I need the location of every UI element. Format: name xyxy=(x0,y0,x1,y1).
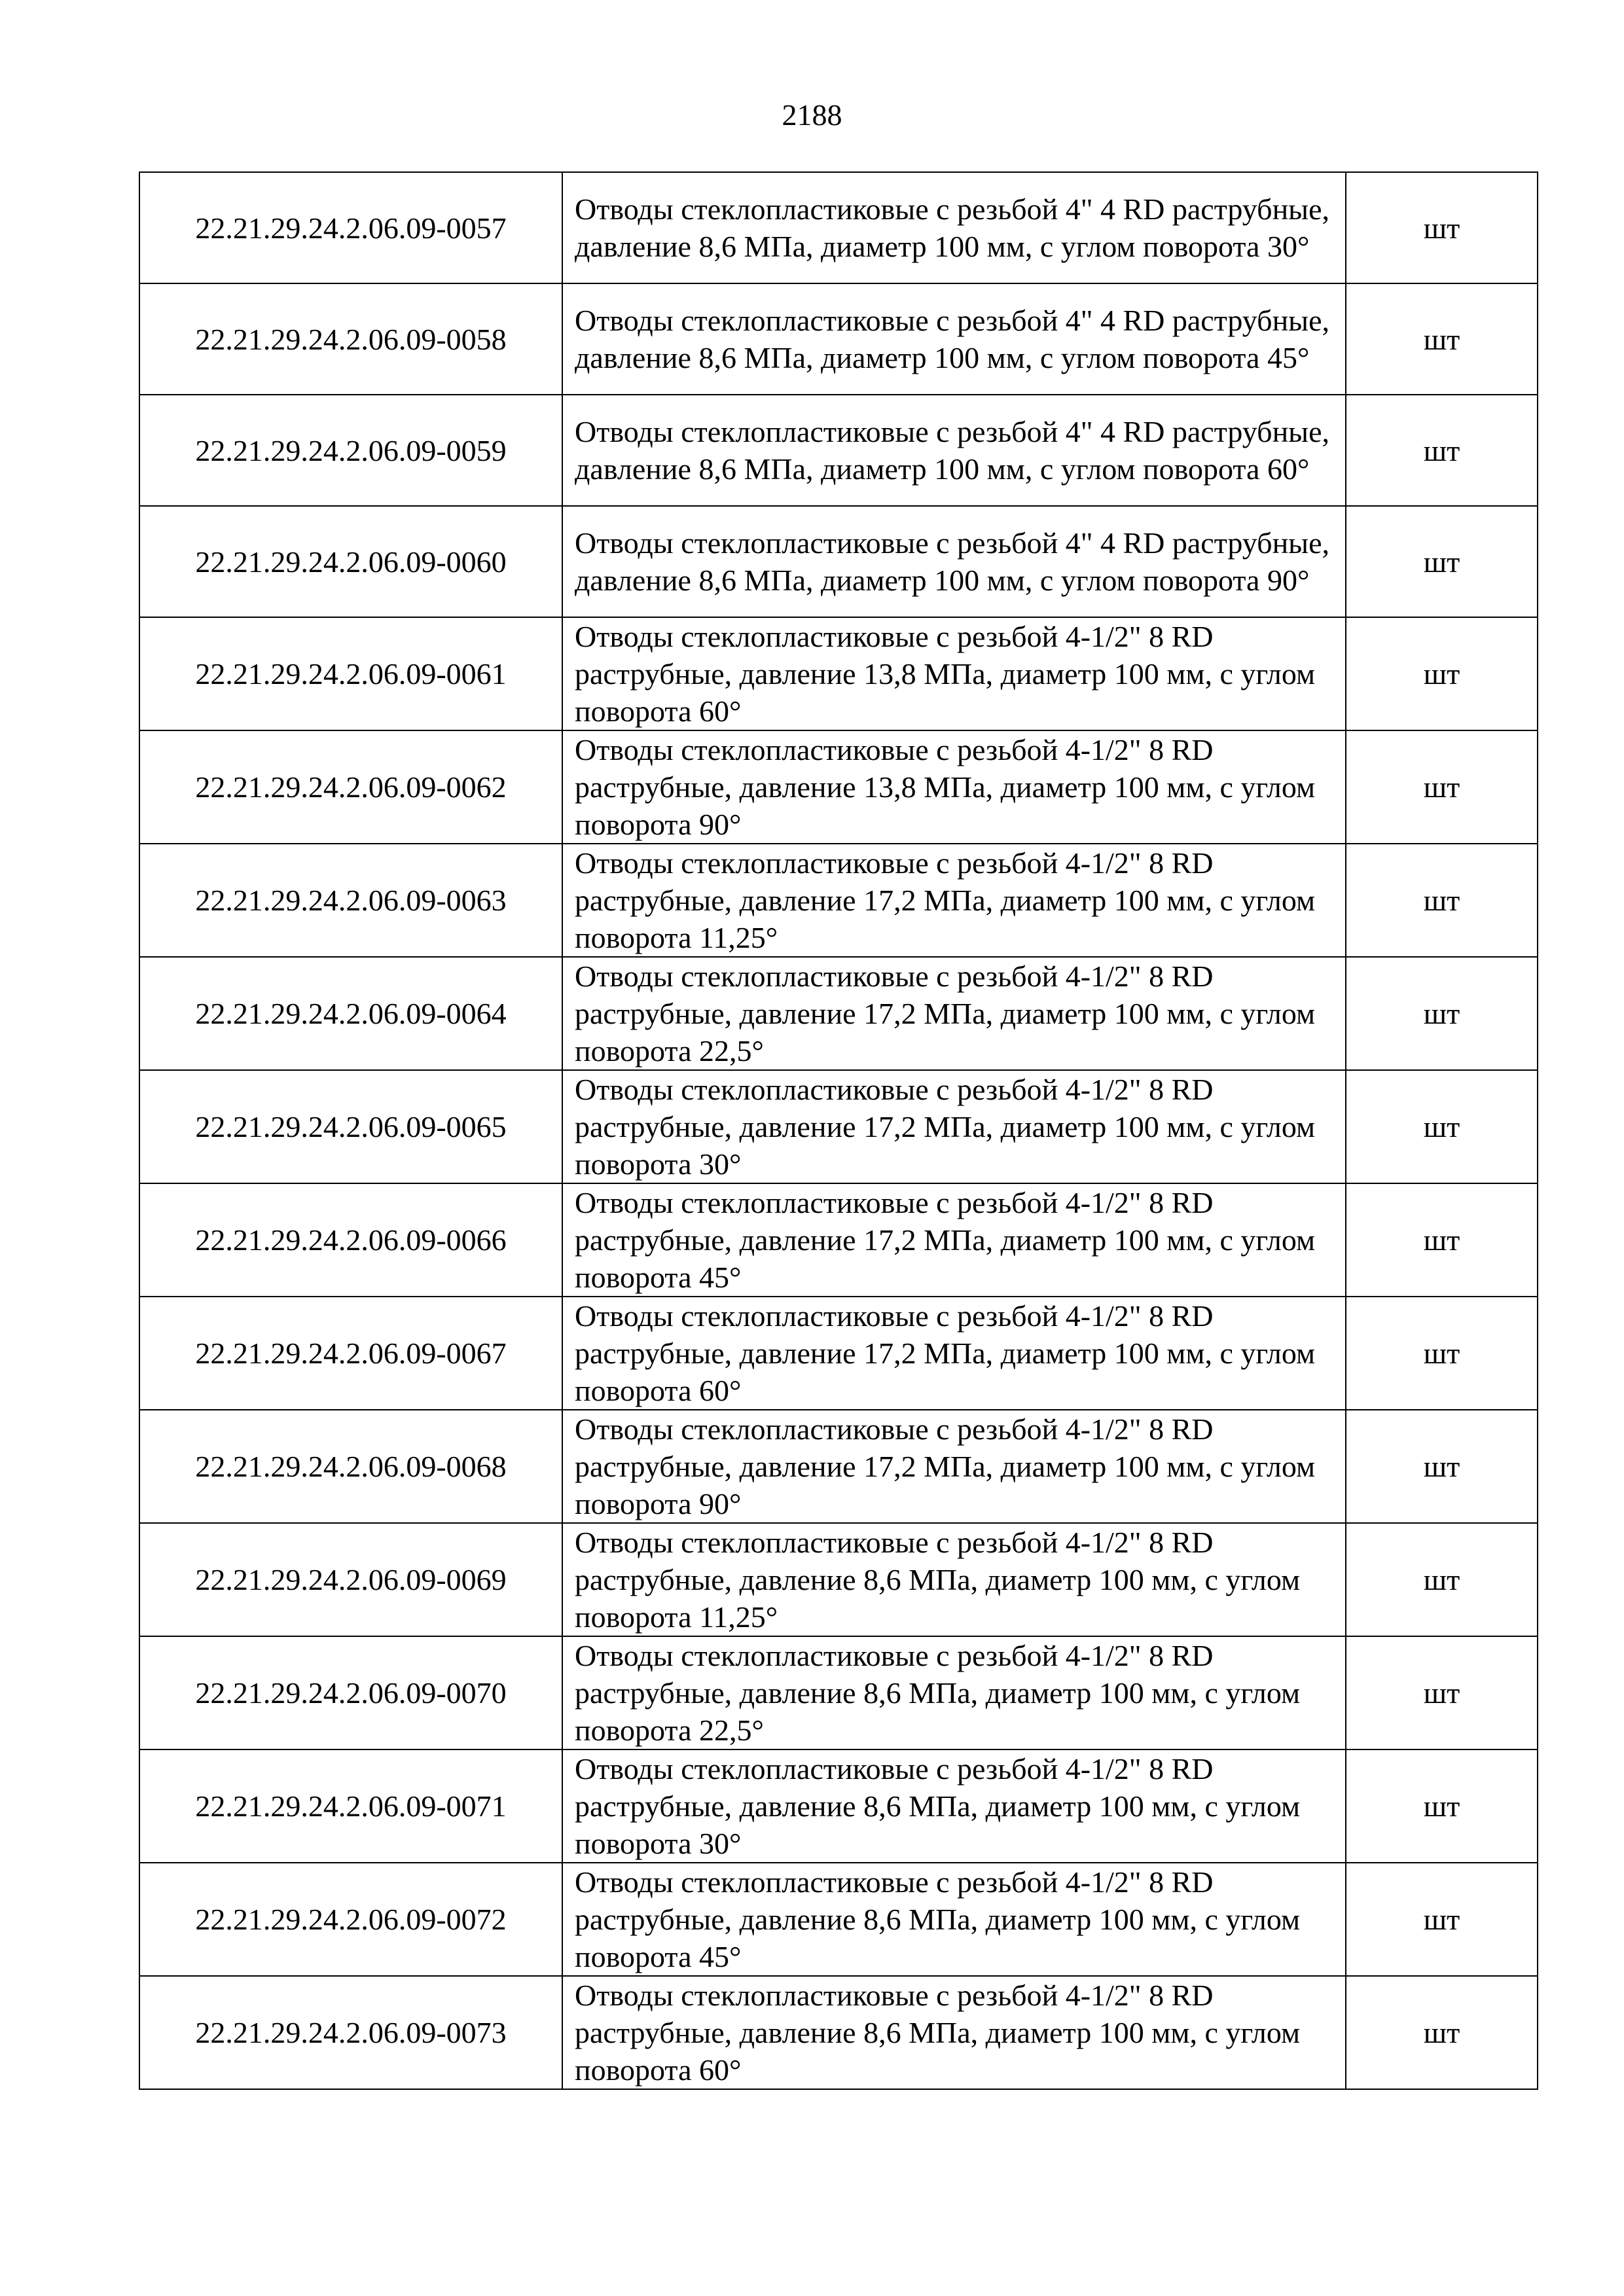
row-code: 22.21.29.24.2.06.09-0070 xyxy=(139,1636,562,1749)
row-code: 22.21.29.24.2.06.09-0065 xyxy=(139,1070,562,1183)
row-name: Отводы стеклопластиковые с резьбой 4-1/2" 8 RD раструбные, давление 8,6 МПа, диаметр 100 мм, с углом поворота 45° xyxy=(562,1863,1346,1976)
row-name: Отводы стеклопластиковые с резьбой 4" 4 RD раструбные, давление 8,6 МПа, диаметр 100 мм, с углом поворота 60° xyxy=(562,395,1346,506)
row-code: 22.21.29.24.2.06.09-0060 xyxy=(139,506,562,617)
table-row xyxy=(139,1976,1538,2089)
table-row xyxy=(139,506,1538,617)
row-unit: шт xyxy=(1346,1863,1538,1976)
table-row xyxy=(139,1070,1538,1183)
row-name: Отводы стеклопластиковые с резьбой 4" 4 RD раструбные, давление 8,6 МПа, диаметр 100 мм, с углом поворота 30° xyxy=(562,172,1346,283)
row-unit: шт xyxy=(1346,1976,1538,2089)
row-code: 22.21.29.24.2.06.09-0066 xyxy=(139,1183,562,1297)
row-name: Отводы стеклопластиковые с резьбой 4-1/2" 8 RD раструбные, давление 8,6 МПа, диаметр 100 мм, с углом поворота 60° xyxy=(562,1976,1346,2089)
row-code: 22.21.29.24.2.06.09-0061 xyxy=(139,617,562,730)
row-code: 22.21.29.24.2.06.09-0068 xyxy=(139,1410,562,1523)
row-unit: шт xyxy=(1346,1183,1538,1297)
table-row xyxy=(139,1523,1538,1636)
row-code: 22.21.29.24.2.06.09-0071 xyxy=(139,1749,562,1863)
row-unit: шт xyxy=(1346,844,1538,957)
table-row xyxy=(139,283,1538,395)
table-row xyxy=(139,1749,1538,1863)
row-name: Отводы стеклопластиковые с резьбой 4" 4 RD раструбные, давление 8,6 МПа, диаметр 100 мм, с углом поворота 45° xyxy=(562,283,1346,395)
row-unit: шт xyxy=(1346,1523,1538,1636)
row-name: Отводы стеклопластиковые с резьбой 4-1/2" 8 RD раструбные, давление 17,2 МПа, диаметр 100 мм, с углом поворота 11,25° xyxy=(562,844,1346,957)
table-row xyxy=(139,730,1538,844)
row-name: Отводы стеклопластиковые с резьбой 4-1/2" 8 RD раструбные, давление 8,6 МПа, диаметр 100 мм, с углом поворота 30° xyxy=(562,1749,1346,1863)
row-name: Отводы стеклопластиковые с резьбой 4-1/2" 8 RD раструбные, давление 8,6 МПа, диаметр 100 мм, с углом поворота 11,25° xyxy=(562,1523,1346,1636)
row-unit: шт xyxy=(1346,957,1538,1070)
row-unit: шт xyxy=(1346,617,1538,730)
row-code: 22.21.29.24.2.06.09-0064 xyxy=(139,957,562,1070)
row-unit: шт xyxy=(1346,730,1538,844)
table-row xyxy=(139,395,1538,506)
row-unit: шт xyxy=(1346,506,1538,617)
row-code: 22.21.29.24.2.06.09-0063 xyxy=(139,844,562,957)
row-name: Отводы стеклопластиковые с резьбой 4-1/2" 8 RD раструбные, давление 17,2 МПа, диаметр 100 мм, с углом поворота 60° xyxy=(562,1297,1346,1410)
row-unit: шт xyxy=(1346,1749,1538,1863)
row-name: Отводы стеклопластиковые с резьбой 4-1/2" 8 RD раструбные, давление 8,6 МПа, диаметр 100 мм, с углом поворота 22,5° xyxy=(562,1636,1346,1749)
table-row xyxy=(139,844,1538,957)
row-unit: шт xyxy=(1346,1070,1538,1183)
row-code: 22.21.29.24.2.06.09-0059 xyxy=(139,395,562,506)
table-row xyxy=(139,1863,1538,1976)
table-row xyxy=(139,172,1538,283)
row-unit: шт xyxy=(1346,283,1538,395)
table-row xyxy=(139,957,1538,1070)
row-unit: шт xyxy=(1346,1636,1538,1749)
row-unit: шт xyxy=(1346,395,1538,506)
page-number: 2188 xyxy=(782,98,842,132)
table-row xyxy=(139,617,1538,730)
row-unit: шт xyxy=(1346,172,1538,283)
row-code: 22.21.29.24.2.06.09-0069 xyxy=(139,1523,562,1636)
row-name: Отводы стеклопластиковые с резьбой 4-1/2" 8 RD раструбные, давление 17,2 МПа, диаметр 100 мм, с углом поворота 90° xyxy=(562,1410,1346,1523)
row-code: 22.21.29.24.2.06.09-0072 xyxy=(139,1863,562,1976)
table-row xyxy=(139,1410,1538,1523)
row-unit: шт xyxy=(1346,1297,1538,1410)
row-code: 22.21.29.24.2.06.09-0067 xyxy=(139,1297,562,1410)
table-row xyxy=(139,1297,1538,1410)
row-name: Отводы стеклопластиковые с резьбой 4-1/2" 8 RD раструбные, давление 13,8 МПа, диаметр 100 мм, с углом поворота 60° xyxy=(562,617,1346,730)
resource-table xyxy=(139,171,1538,2090)
row-code: 22.21.29.24.2.06.09-0073 xyxy=(139,1976,562,2089)
row-code: 22.21.29.24.2.06.09-0057 xyxy=(139,172,562,283)
row-code: 22.21.29.24.2.06.09-0058 xyxy=(139,283,562,395)
row-name: Отводы стеклопластиковые с резьбой 4-1/2" 8 RD раструбные, давление 13,8 МПа, диаметр 100 мм, с углом поворота 90° xyxy=(562,730,1346,844)
row-name: Отводы стеклопластиковые с резьбой 4-1/2" 8 RD раструбные, давление 17,2 МПа, диаметр 100 мм, с углом поворота 22,5° xyxy=(562,957,1346,1070)
row-name: Отводы стеклопластиковые с резьбой 4-1/2" 8 RD раструбные, давление 17,2 МПа, диаметр 100 мм, с углом поворота 45° xyxy=(562,1183,1346,1297)
table-row xyxy=(139,1636,1538,1749)
row-unit: шт xyxy=(1346,1410,1538,1523)
table-row xyxy=(139,1183,1538,1297)
row-code: 22.21.29.24.2.06.09-0062 xyxy=(139,730,562,844)
resource-table-body xyxy=(139,172,1538,2089)
row-name: Отводы стеклопластиковые с резьбой 4-1/2" 8 RD раструбные, давление 17,2 МПа, диаметр 100 мм, с углом поворота 30° xyxy=(562,1070,1346,1183)
row-name: Отводы стеклопластиковые с резьбой 4" 4 RD раструбные, давление 8,6 МПа, диаметр 100 мм, с углом поворота 90° xyxy=(562,506,1346,617)
